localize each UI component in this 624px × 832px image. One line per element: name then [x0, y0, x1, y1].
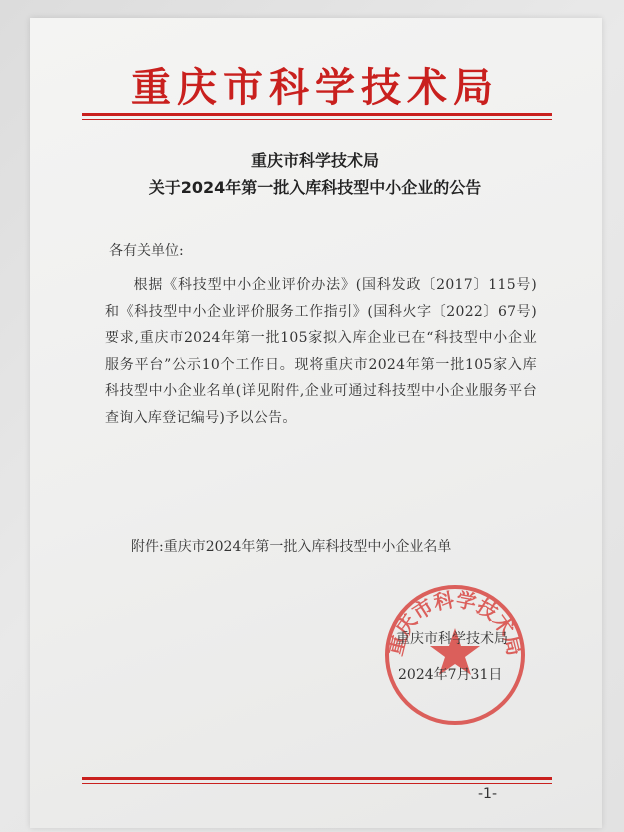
signature-date: 2024年7月31日: [398, 667, 503, 683]
footer-rule-thick: [82, 777, 552, 780]
official-seal-stamp: [380, 580, 530, 730]
masthead-rule-thick: [82, 113, 552, 116]
body-paragraph: [105, 272, 537, 431]
document-title-issuer: 重庆市科学技术局: [250, 151, 379, 170]
seal-ring-text: 重庆市科学技术局: [382, 587, 528, 658]
signature-organization: 重庆市科学技术局: [396, 631, 508, 647]
page-number: -1-: [478, 786, 498, 802]
document-title-subject: 关于2024年第一批入库科技型中小企业的公告: [148, 178, 482, 197]
masthead-title: 重庆市科学技术局: [131, 64, 499, 111]
footer-rule-thin: [82, 783, 552, 784]
salutation: 各有关单位:: [109, 243, 184, 259]
attachment-line: 附件:重庆市2024年第一批入库科技型中小企业名单: [131, 539, 452, 555]
body-text: 根据《科技型中小企业评价办法》(国科发政〔2017〕115号)和《科技型中小企业评价服务工作指引》(国科火字〔2022〕67号)要求,重庆市2024年第一批105家拟入库企业已在“科技型中小企业服务平台”公示10个工作日。现将重庆市2024年第一批105家入库科技型中小企业名单(详见附件,企业可通过科技型中小企业服务平台查询入库登记编号)予以公告。: [105, 277, 537, 426]
masthead-rule-thin: [82, 119, 552, 120]
